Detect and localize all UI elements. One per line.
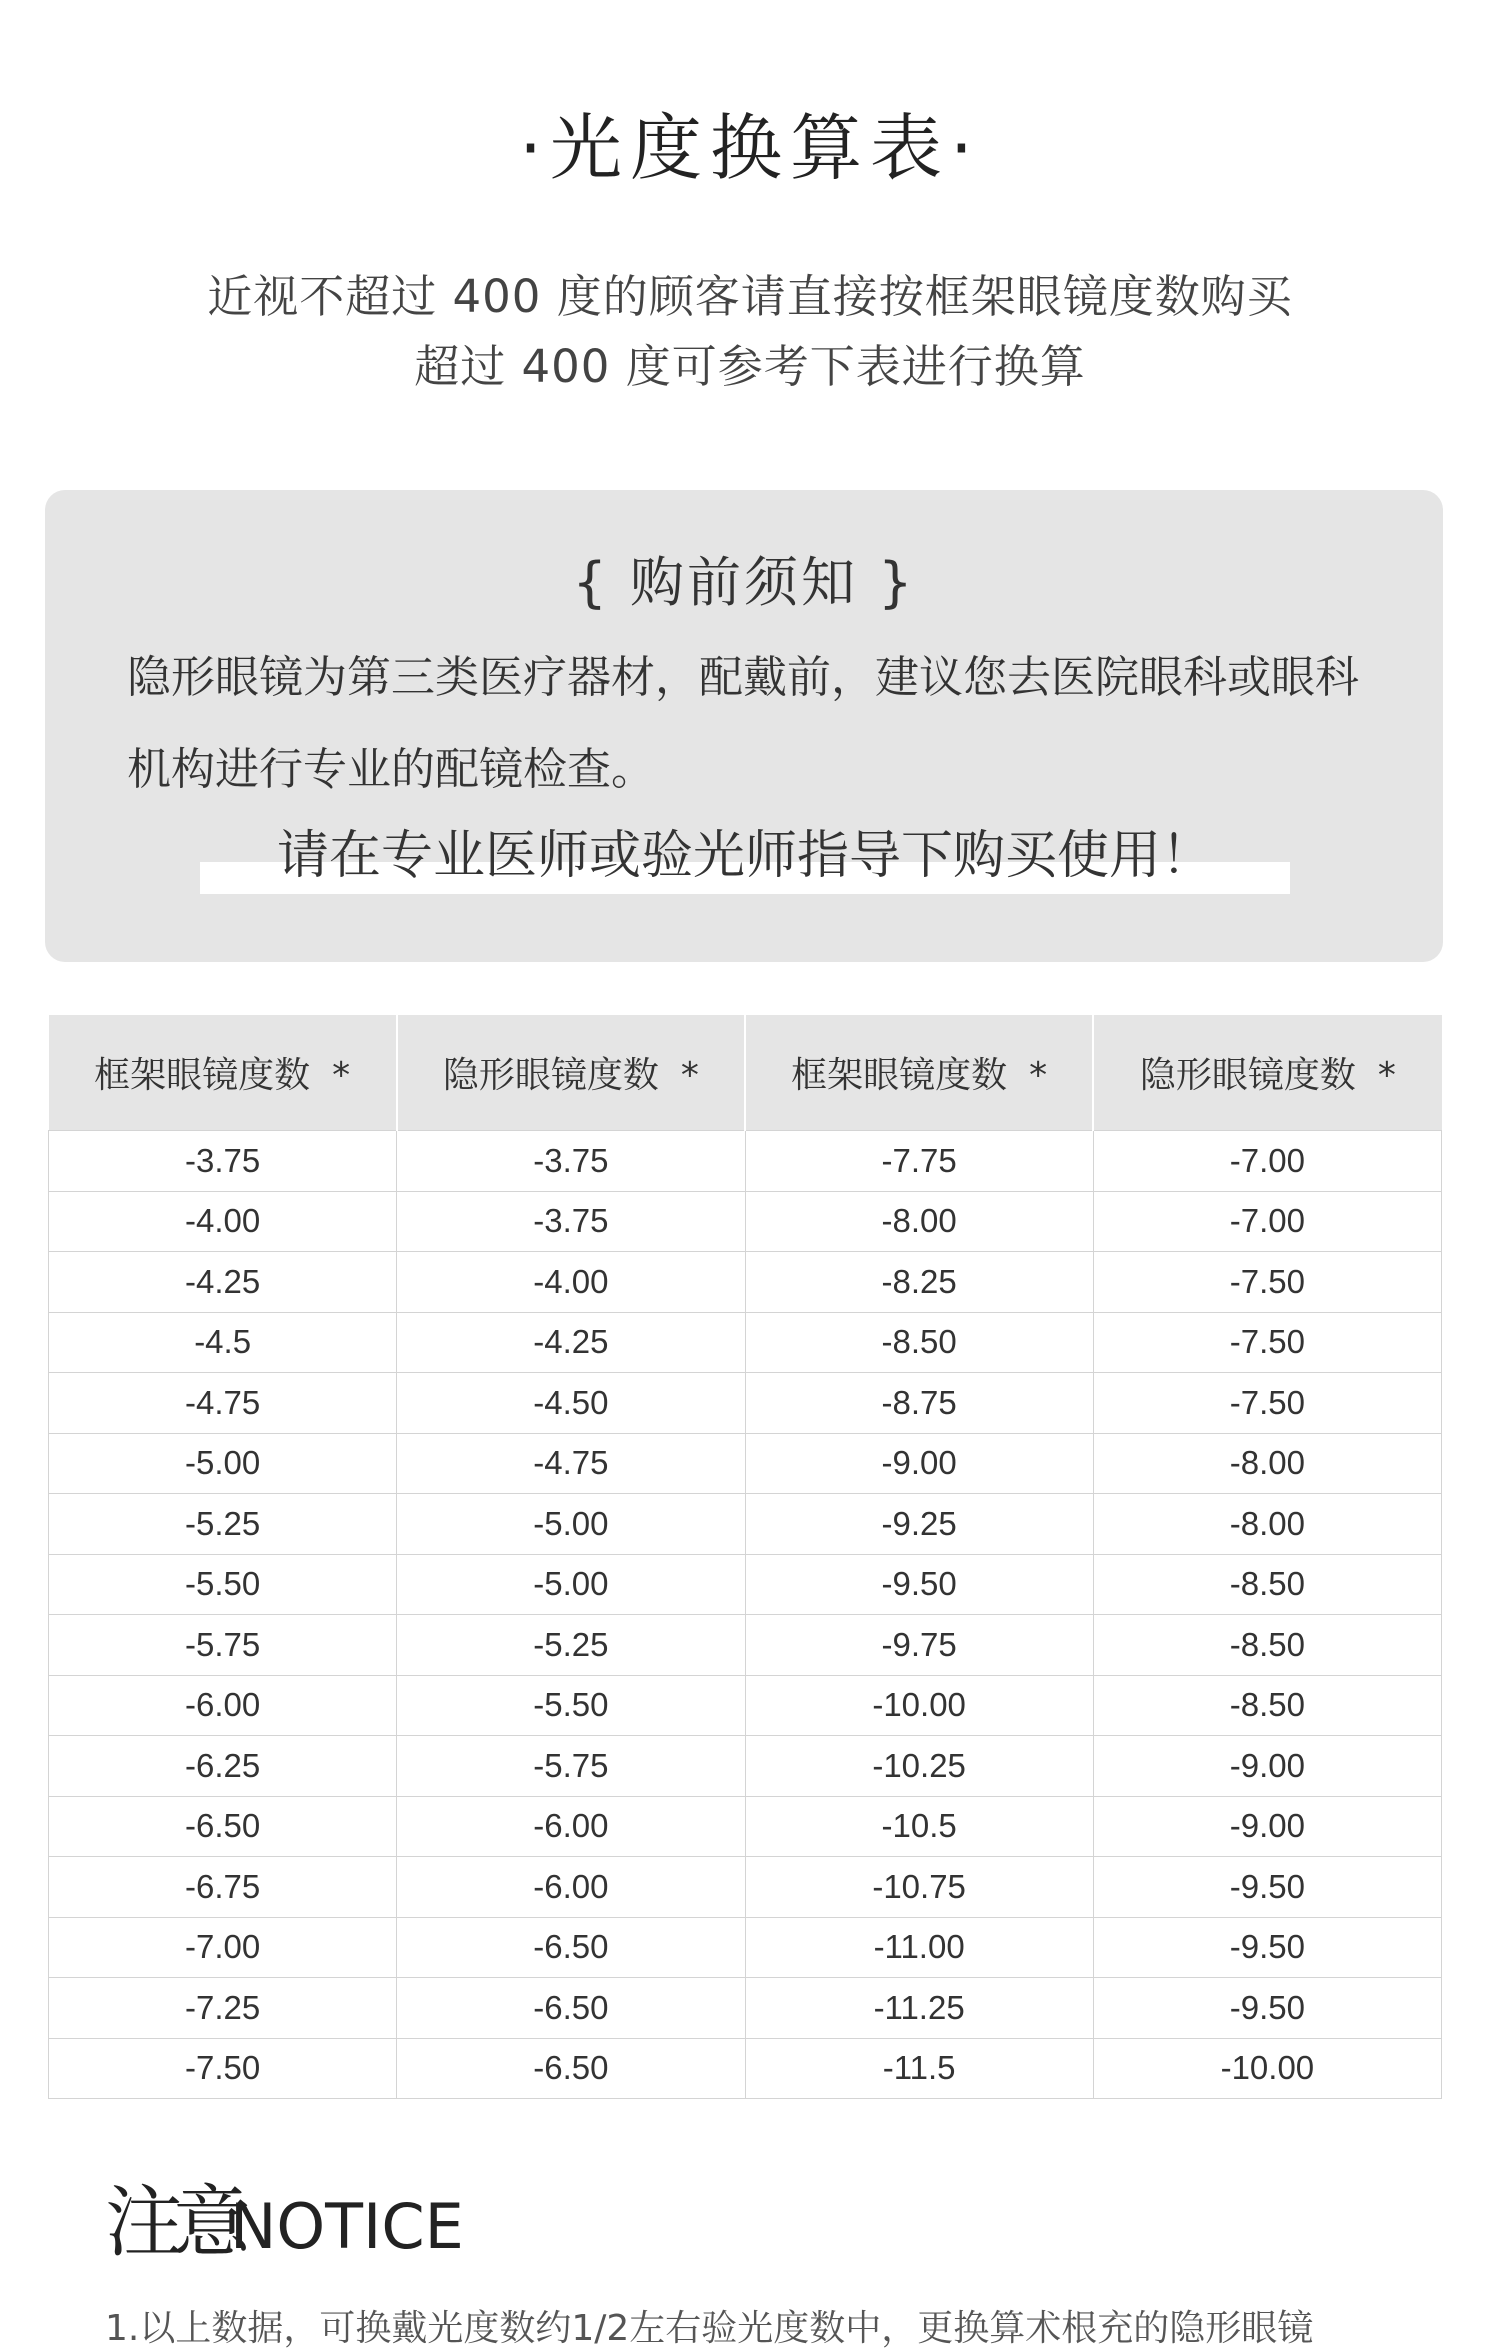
table-cell: -5.00	[49, 1433, 397, 1494]
table-header-row	[49, 1015, 1442, 1131]
table-cell: -7.50	[49, 2038, 397, 2099]
table-cell: -7.00	[1093, 1191, 1441, 1252]
table-cell: -6.50	[397, 2038, 745, 2099]
table-row	[49, 1131, 1442, 1192]
notice-box-body: 隐形眼镜为第三类医疗器材，配戴前，建议您去医院眼科或眼科机构进行专业的配镜检查。	[127, 652, 1359, 795]
table-cell: -8.00	[745, 1191, 1093, 1252]
table-cell: -4.00	[397, 1252, 745, 1313]
table-row	[49, 1978, 1442, 2039]
table-cell: -10.00	[745, 1675, 1093, 1736]
notice-title-chinese: 注意	[105, 2178, 242, 2268]
conversion-table	[48, 1015, 1442, 2099]
table-cell: -8.75	[745, 1373, 1093, 1434]
table-cell: -8.50	[1093, 1675, 1441, 1736]
table-row	[49, 1312, 1442, 1373]
table-cell: -8.00	[1093, 1433, 1441, 1494]
table-cell: -5.50	[397, 1675, 745, 1736]
table-cell: -7.75	[745, 1131, 1093, 1192]
table-cell: -7.50	[1093, 1252, 1441, 1313]
table-cell: -3.75	[397, 1191, 745, 1252]
table-cell: -4.25	[397, 1312, 745, 1373]
table-cell: -10.5	[745, 1796, 1093, 1857]
table-cell: -9.50	[1093, 1978, 1441, 2039]
table-row	[49, 1675, 1442, 1736]
table-row	[49, 1191, 1442, 1252]
column-header: 隐形眼镜度数 *	[397, 1015, 745, 1131]
table-cell: -8.25	[745, 1252, 1093, 1313]
table-cell: -10.25	[745, 1736, 1093, 1797]
table-row	[49, 2038, 1442, 2099]
page-title: ·光度换算表·	[519, 106, 981, 190]
table-cell: -7.00	[49, 1917, 397, 1978]
table-cell: -4.25	[49, 1252, 397, 1313]
table-cell: -9.75	[745, 1615, 1093, 1676]
table-cell: -6.50	[49, 1796, 397, 1857]
table-cell: -5.50	[49, 1554, 397, 1615]
table-cell: -9.50	[1093, 1857, 1441, 1918]
table-row	[49, 1433, 1442, 1494]
table-cell: -4.5	[49, 1312, 397, 1373]
table-cell: -3.75	[49, 1131, 397, 1192]
table-cell: -9.00	[745, 1433, 1093, 1494]
header-asterisk: *	[1029, 1055, 1048, 1096]
table-cell: -5.00	[397, 1494, 745, 1555]
table-cell: -9.50	[745, 1554, 1093, 1615]
table-cell: -5.25	[397, 1615, 745, 1676]
notice-section-title	[105, 2160, 705, 2270]
table-cell: -5.75	[397, 1736, 745, 1797]
column-header: 框架眼镜度数 *	[745, 1015, 1093, 1131]
table-cell: -5.00	[397, 1554, 745, 1615]
table-cell: -8.50	[1093, 1615, 1441, 1676]
table-cell: -6.00	[49, 1675, 397, 1736]
table-cell: -6.50	[397, 1978, 745, 2039]
table-cell: -4.00	[49, 1191, 397, 1252]
table-row	[49, 1796, 1442, 1857]
table-row	[49, 1917, 1442, 1978]
table-cell: -5.25	[49, 1494, 397, 1555]
table-cell: -9.25	[745, 1494, 1093, 1555]
table-cell: -8.00	[1093, 1494, 1441, 1555]
column-header: 隐形眼镜度数 *	[1093, 1015, 1441, 1131]
table-row	[49, 1615, 1442, 1676]
table-cell: -6.00	[397, 1857, 745, 1918]
conversion-table-wrapper	[48, 1015, 1442, 2099]
table-cell: -11.25	[745, 1978, 1093, 2039]
header-asterisk: *	[1377, 1055, 1396, 1096]
column-header: 框架眼镜度数 *	[49, 1015, 397, 1131]
table-cell: -11.5	[745, 2038, 1093, 2099]
notice-box-heading: { 购前须知 }	[572, 551, 916, 614]
purchase-notice-box	[45, 490, 1443, 962]
table-cell: -9.50	[1093, 1917, 1441, 1978]
header-asterisk: *	[332, 1055, 351, 1096]
table-cell: -6.50	[397, 1917, 745, 1978]
table-cell: -11.00	[745, 1917, 1093, 1978]
table-cell: -9.00	[1093, 1796, 1441, 1857]
header-asterisk: *	[680, 1055, 699, 1096]
warning-highlight	[200, 820, 1290, 912]
table-row	[49, 1494, 1442, 1555]
table-body	[49, 1131, 1442, 2099]
table-cell: -6.00	[397, 1796, 745, 1857]
table-cell: -3.75	[397, 1131, 745, 1192]
table-row	[49, 1252, 1442, 1313]
table-cell: -9.00	[1093, 1736, 1441, 1797]
table-row	[49, 1857, 1442, 1918]
table-cell: -5.75	[49, 1615, 397, 1676]
table-row	[49, 1554, 1442, 1615]
table-cell: -10.75	[745, 1857, 1093, 1918]
table-cell: -6.75	[49, 1857, 397, 1918]
notice-title-english: NOTICE	[230, 2190, 464, 2263]
table-cell: -7.00	[1093, 1131, 1441, 1192]
table-cell: -4.75	[397, 1433, 745, 1494]
table-row	[49, 1736, 1442, 1797]
table-cell: -4.50	[397, 1373, 745, 1434]
table-cell: -7.25	[49, 1978, 397, 2039]
table-cell: -4.75	[49, 1373, 397, 1434]
table-cell: -8.50	[1093, 1554, 1441, 1615]
table-cell: -10.00	[1093, 2038, 1441, 2099]
subtitle-line-1: 近视不超过 400 度的顾客请直接按框架眼镜度数购买	[207, 270, 1293, 323]
notice-item-1: 1.以上数据，可换戴光度数约1/2左右验光度数中，更换算术根充的隐形眼镜	[105, 2308, 1314, 2349]
table-cell: -7.50	[1093, 1373, 1441, 1434]
table-cell: -8.50	[745, 1312, 1093, 1373]
warning-text: 请在专业医师或验光师指导下购买使用！	[276, 826, 1213, 886]
table-cell: -6.25	[49, 1736, 397, 1797]
subtitle-line-2: 超过 400 度可参考下表进行换算	[414, 340, 1086, 393]
table-cell: -7.50	[1093, 1312, 1441, 1373]
table-row	[49, 1373, 1442, 1434]
